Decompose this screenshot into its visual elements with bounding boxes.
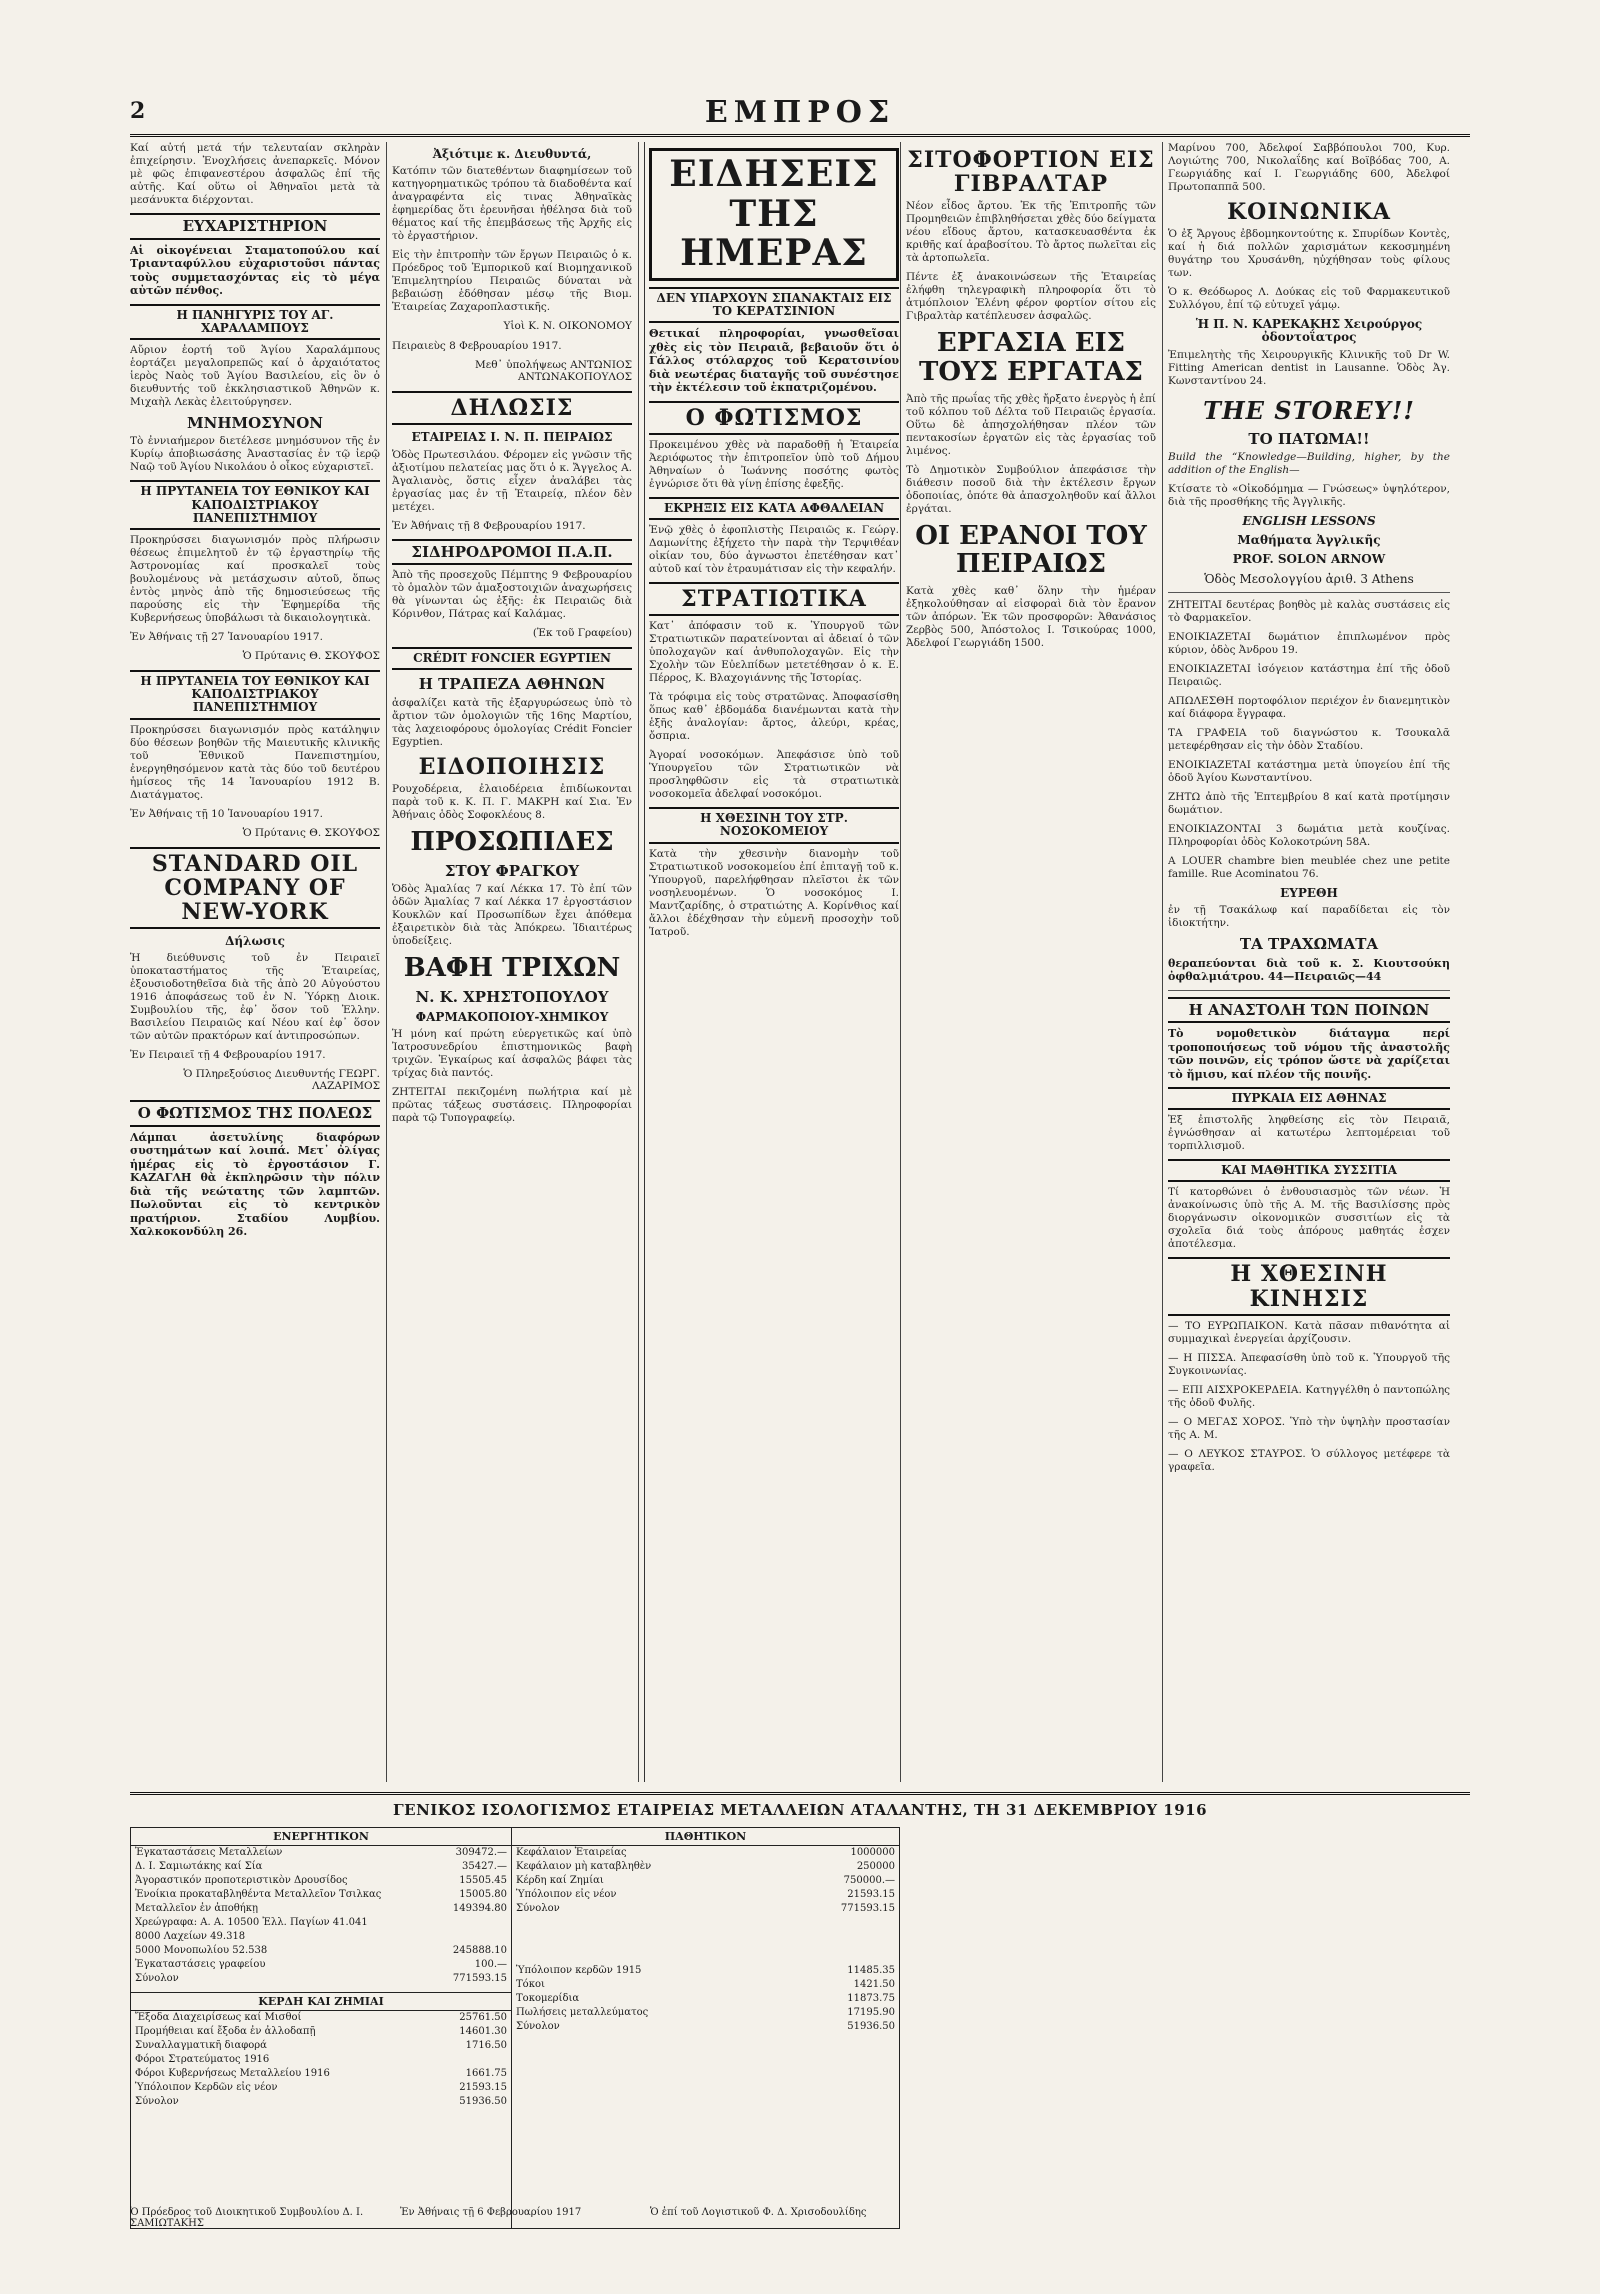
workers-text-2: Τὸ Δημοτικὸν Συμβούλιον ἀπεφάσισε τὴν διάθεσιν ποσοῦ διὰ τὴν ἐκτέλεσιν ἔργων ὁδοποιίας, ὁπότε θὰ ἀπασχοληθοῦν καί ἄλλοι ἐργάται.: [906, 463, 1156, 515]
credit-row: [512, 1978, 899, 1992]
accountant-signature: Ὁ ἐπί τοῦ Λογιστικοῦ Φ. Δ. Χρισοδουλίδης: [650, 2207, 867, 2218]
liabilities-column: [512, 1828, 899, 2228]
newspaper-title: ΕΜΠΡΟΣ: [704, 95, 896, 130]
attack-text: Ἐνῷ χθὲς ὁ ἐφοπλιστὴς Πειραιῶς κ. Γεώργ. Δαμωνίτης ἐξήχετο τὴν παρὰ τὴν Τερψιθέαν οἰκίαν του, δύο ἀγνωστοι ἐπετέθησαν κατ᾽ αὐτοῦ καί τὸν ἐτραυμάτισαν εἰς τὴν κεφαλήν.: [649, 524, 899, 576]
debit-row-amount: 21593.15: [459, 2082, 507, 2093]
balance-sheet: [130, 1792, 1470, 2239]
debit-row: [131, 2053, 511, 2067]
credit-row-amount: 11873.75: [847, 1993, 895, 2004]
asset-row-label: Ἐγκαταστάσεις γραφείου: [135, 1959, 266, 1970]
classified-item: ΖΗΤΕΙΤΑΙ δευτέρας βοηθὸς μὲ καλὰς συστάσεις εἰς τὸ Φαρμακεῖον.: [1168, 598, 1450, 624]
credit-row: [512, 2006, 899, 2020]
liability-row: [512, 1888, 899, 1902]
liability-row-label: Ὑπόλοιπον εἰς νέον: [516, 1889, 617, 1900]
hospital-heading: Η ΧΘΕΣΙΝΗ ΤΟΥ ΣΤΡ. ΝΟΣΟΚΟΜΕΙΟΥ: [649, 807, 899, 843]
social-text-2: Ὁ κ. Θεόδωρος Λ. Δούκας εἰς τοῦ Φαρμακευτικοῦ Συλλόγου, ἐπί τῷ εὐτυχεῖ γάμῳ.: [1168, 286, 1450, 312]
oil-company-heading: STANDARD OIL COMPANY OF NEW-YORK: [130, 847, 380, 930]
university-notice-1-text: Προκηρύσσει διαγωνισμόν πρὸς πλήρωσιν θέσεως ἐπιμελητοῦ ἐν τῷ ἐργαστηρίῳ τῆς Ἀστρονομίας καί προσκαλεῖ τοὺς βουλομένους νὰ μετάσχωσιν αὐτοῦ, ὅπως ἐντὸς μηνὸς ἀπὸ τῆς δημοσιεύσεως τῆς παρούσης εἰς τὴν Ἐφημερίδα τῆς Κυβερνήσεως ὑποβάλωσι τὰ δικαιολογητικὰ.: [130, 533, 380, 624]
credit-row-label: Πωλήσεις μεταλλεύματος: [516, 2007, 649, 2018]
classified-item: ΕΝΟΙΚΙΑΖΟΝΤΑΙ 3 δωμάτια μετὰ κουζίνας. Πληροφορίαι ὁδὸς Κολοκοτρώνη 58Α.: [1168, 822, 1450, 848]
asset-row-amount: 15505.45: [459, 1875, 507, 1886]
column-2: [392, 142, 632, 1782]
credit-foncier-heading: CRÉDIT FONCIER EGYPTIEN: [392, 647, 632, 670]
asset-row-amount: 35427.—: [462, 1861, 507, 1872]
railways-signature: (Ἐκ τοῦ Γραφείου): [532, 627, 632, 640]
debit-row-label: Φόροι Κυβερνήσεως Μεταλλείου 1916: [135, 2068, 330, 2079]
memorial-text: Τὸ ἐννιαήμερον διετέλεσε μνημόσυνον τῆς ἐν Κυρίῳ ἀποβιωσάσης Ἀναστασίας ἐν τῷ ἱερῷ Ναῷ τοῦ Ἁγίου Νικολάου ὁ οἶκος εὐχαριστεῖ.: [130, 435, 380, 474]
yesterday-item: — ΤΟ ΕΥΡΩΠΑΙΚΟΝ. Κατὰ πᾶσαν πιθανότητα αἱ συμμαχικαὶ ἐνεργείαι ἀρχίζουσιν.: [1168, 1319, 1450, 1345]
lighting-heading: Ο ΦΩΤΙΣΜΟΣ: [649, 401, 899, 435]
debit-row-label: Προμήθειαι καί ἔξοδα ἐν ἀλλοδαπῇ: [135, 2026, 316, 2037]
fire-text: Ἐξ ἐπιστολῆς ληφθείσης εἰς τὸν Πειραιᾶ, ἐγνώσθησαν αἱ κατωτέρω λεπτομέρειαι τοῦ τορπιλλισμοῦ.: [1168, 1114, 1450, 1153]
column-4: [906, 142, 1156, 1782]
masks-heading: ΠΡΟΣΩΠΙΔΕΣ: [410, 826, 614, 857]
asset-row-amount: 149394.80: [452, 1903, 507, 1914]
credit-row-amount: 51936.50: [847, 2021, 895, 2032]
classified-item: ΕΝΟΙΚΙΑΖΕΤΑΙ ἰσόγειον κατάστημα ἐπί τῆς ὁδοῦ Πειραιῶς.: [1168, 662, 1450, 688]
railways-text: Ἀπὸ τῆς προσεχοῦς Πέμπτης 9 Φεβρουαρίου τὸ ὁμαλὸν τῶν ἁμαξοστοιχιῶν ἀναχωρήσεις θὰ γίνωνται ὡς ἑξῆς: ἐκ Πειραιῶς διὰ Κόρινθον, Πάτρας καί Καλάμας.: [392, 569, 632, 621]
asset-row: [131, 1888, 511, 1902]
workers-heading: ΕΡΓΑΣΙΑ ΕΙΣ ΤΟΥΣ ΕΡΓΑΤΑΣ: [919, 328, 1143, 387]
eye-doctor-heading: ΤΑ ΤΡΑΧΩΜΑΤΑ: [1239, 935, 1379, 953]
storey-heading: THE STOREY!!: [1203, 395, 1415, 425]
collections-heading: ΟΙ ΕΡΑΝΟΙ ΤΟΥ ΠΕΙΡΑΙΩΣ: [915, 520, 1147, 580]
found-heading: ΕΥΡΕΘΗ: [1280, 885, 1338, 900]
newspaper-page: [130, 96, 1470, 2236]
debit-row-label: Φόροι Στρατεύματος 1916: [135, 2054, 270, 2065]
credit-row-amount: 17195.90: [847, 2007, 895, 2018]
asset-row: [131, 1972, 511, 1986]
asset-row-label: 8000 Λαχείων 49.318: [135, 1931, 246, 1942]
debit-row: [131, 2067, 511, 2081]
student-meals-heading: ΚΑΙ ΜΑΘΗΤΙΚΑ ΣΥΣΣΙΤΙΑ: [1168, 1159, 1450, 1182]
asset-row-label: Ἐγκαταστάσεις Μεταλλείων: [135, 1847, 283, 1858]
letter-text-2: Εἰς τὴν ἐπιτροπὴν τῶν ἔργων Πειραιῶς ὁ κ. Πρόεδρος τοῦ Ἐμπορικοῦ καί Βιομηχανικοῦ Ἐπιμελητηρίου Πειραιῶς δύναται νὰ βεβαιώσῃ ἐδόθησαν μέσῳ τῆς Βιομ. Ἑταιρείας Ζαχαροπλαστικῆς.: [392, 249, 632, 314]
railways-heading: ΣΙΔΗΡΟΔΡΟΜΟΙ Π.Α.Π.: [392, 539, 632, 566]
classified-item: ΕΝΟΙΚΙΑΖΕΤΑΙ κατάστημα μετὰ ὑπογείου ἐπί τῆς ὁδοῦ Ἀγίου Κωνσταντίνου.: [1168, 758, 1450, 784]
sentences-text: Τὸ νομοθετικὸν διάταγμα περί τροποποιήσεως τοῦ νόμου τῆς ἀναστολῆς τῶν ποινῶν, εἰς τρόπον ὥστε νὰ χαρίζεται τὸ ἥμισυ, καί πλέον τῆς ποινῆς.: [1168, 1027, 1450, 1081]
page-number: 2: [130, 98, 146, 124]
masthead: [130, 96, 1470, 137]
news-1-heading: ΔΕΝ ΥΠΑΡΧΟΥΝ ΣΠΑΝΑΚΤΑΙΣ ΕΙΣ ΤΟ ΚΕΡΑΤΣΙΝΙΟΝ: [649, 287, 899, 323]
asset-row-amount: 245888.10: [452, 1945, 507, 1956]
asset-row: [131, 1902, 511, 1916]
grain-text: Νέον εἶδος ἄρτου. Ἐκ τῆς Ἐπιτροπῆς τῶν Προμηθειῶν ἐπιβληθήσεται χθὲς δύο δείγματα νέου εἴδους ἄρτου, κατασκευασθέντα ἐκ κριθῆς καί ἀραβοσίτου. Τὸ ἄρτος πωλεῖται εἰς τὰ ἀρτοπωλεῖα.: [906, 200, 1156, 265]
university-notice-2-date: Ἐν Ἀθήναις τῇ 10 Ἰανουαρίου 1917.: [130, 807, 323, 820]
daily-news-heading: ΕΙΔΗΣΕΙΣ ΤΗΣ ΗΜΕΡΑΣ: [649, 148, 899, 281]
president-signature: Ὁ Πρόεδρος τοῦ Διοικητικοῦ Συμβουλίου Δ. Ι. ΣΑΜΙΩΤΑΚΗΣ: [130, 2207, 364, 2229]
letter-signature-b: Μεθ᾽ ὑπολήψεως ΑΝΤΩΝΙΟΣ ΑΝΤΩΝΑΚΟΠΟΥΛΟΣ: [475, 359, 632, 384]
military-text-3: Ἀγοραί νοσοκόμων. Ἀπεφάσισε ὑπὸ τοῦ Ὑπουργεῖου τῶν Στρατιωτικῶν νὰ προσληφθῶσιν εἰς τὰ στρατιωτικὰ νοσοκομεῖα ἀδελφαί νοσοκόμοι.: [649, 749, 899, 801]
military-text: Κατ᾽ ἀπόφασιν τοῦ κ. Ὑπουργοῦ τῶν Στρατιωτικῶν παρατείνονται αἱ ἀδειαί ὁ τῶν ὑπολοχαγῶν καί ἀνθυπολοχαγῶν. Εἰς τὴν Σχολὴν τῶν Εὐελπίδων μετετέθησαν ὁ κ. Ε. Πέρρος, Κ. Βλαχογιάννης τῆς Ἱστορίας.: [649, 620, 899, 685]
hair-dye-text: Ἡ μόνη καί πρώτη εὐεργετικῶς καί ὑπὸ Ἰατροσυνεδρίου ἐπιστημονικῶς βαφὴ τριχῶν. Ἐγκαίρως καί ἀσφαλῶς βάφει τὰς τρίχας διὰ παντός.: [392, 1028, 632, 1080]
asset-row-label: Μεταλλεῖον ἐν ἀποθήκῃ: [135, 1903, 258, 1914]
fire-heading: ΠΥΡΚΑΙΑ ΕΙΣ ΑΘΗΝΑΣ: [1168, 1087, 1450, 1110]
liability-row-amount: 21593.15: [847, 1889, 895, 1900]
asset-row-amount: [417, 1916, 507, 1930]
university-notice-2-heading: Η ΠΡΥΤΑΝΕΙΑ ΤΟΥ ΕΘΝΙΚΟΥ ΚΑΙ ΚΑΠΟΔΙΣΤΡΙΑΚΟΥ ΠΑΝΕΠΙΣΤΗΜΙΟΥ: [130, 670, 380, 720]
declaration-text: Ὁδὸς Πρωτεσιλάου. Φέρομεν εἰς γνῶσιν τῆς ἀξιοτίμου πελατείας μας ὅτι ὁ κ. Ἄγγελος Α. Ἀγαλιανὸς, ὅστις εἶχεν ἀναλάβει τὰς ἐργασίας μας ἐν τῇ Ἑταιρείᾳ, πλέον δὲν μετέχει.: [392, 448, 632, 513]
social-heading: ΚΟΙΝΩΝΙΚΑ: [1227, 199, 1391, 225]
yesterday-item: — ΕΠΙ ΑΙΣΧΡΟΚΕΡΔΕΙΑ. Κατηγγέλθη ὁ παντοπώλης τῆς ὁδοῦ Φυλῆς.: [1168, 1383, 1450, 1409]
lighting-text: Προκειμένου χθὲς νὰ παραδοθῇ ἡ Ἑταιρεία Ἀεριόφωτος τὴν ἐπιτροπεῖον ὑπὸ τοῦ Δήμου Ἀθηναίων ὁ Ἰωάννης ποσότης φωτὸς ἐγνώρισε ὅτι θὰ γίνῃ ἐπίσης ἐφεξῆς.: [649, 438, 899, 490]
lessons-teacher: PROF. SOLON ARNOW: [1232, 552, 1386, 567]
classified-item: ΑΠΩΛΕΣΘΗ πορτοφόλιον περιέχον ἐν διανεμητικὸν καί διάφορα ἔγγραφα.: [1168, 694, 1450, 720]
letter-text: Κατόπιν τῶν διατεθέντων διαφημίσεων τοῦ κατηγορηματικῶς τρόπου τὰ διαδοθέντα καί ἀναγραφέντα εἰς τινας Ἀθηναϊκὰς ἐφημερίδας ὅτι ἐρευνῆσαι ἠθέλησα διὰ τοῦ θέματος καί τῆς ἐπεμβάσεως τῆς Ἀρχῆς εἰς τὸ ἐργαστήριον.: [392, 165, 632, 243]
debit-heading: ΚΕΡΔΗ ΚΑΙ ΖΗΜΙΑΙ: [131, 1992, 511, 2011]
credit-row-label: Ὑπόλοιπον κερδῶν 1915: [516, 1965, 642, 1976]
military-heading: ΣΤΡΑΤΙΩΤΙΚΑ: [649, 582, 899, 616]
military-text-2: Τὰ τρόφιμα εἰς τοὺς στρατῶνας. Ἀποφασίσθη ὅπως καθ᾽ ἑβδομάδα διανέμωνται κατὰ τὴν ἑξῆς ἀναλογίαν: ἄρτος, ἀλεύρι, κρέας, ὄσπρια.: [649, 691, 899, 743]
bank-of-athens-heading: Η ΤΡΑΠΕΖΑ ΑΘΗΝΩΝ: [418, 675, 606, 694]
asset-row-amount: 15005.80: [459, 1889, 507, 1900]
university-notice-1-date: Ἐν Ἀθήναις τῇ 27 Ἰανουαρίου 1917.: [130, 630, 323, 643]
assets-heading: ΕΝΕΡΓΗΤΙΚΟΝ: [131, 1828, 511, 1846]
debit-row: [131, 2039, 511, 2053]
hospital-text: Κατὰ τὴν χθεσινὴν διανομὴν τοῦ Στρατιωτικοῦ νοσοκομείου ἐπί ἐπιταγῇ τοῦ κ. Ὑπουργοῦ, παρελήφθησαν πλεῖστοι ἐκ τῶν νοσηλευομένων. Ὁ νοσοκόμος Ι. Μαντζαρίδης, ὁ στρατιώτης Α. Κορίνθιος καί ἄλλοι ἐδέχθησαν τὴν εὐμενῆ προσοχὴν τοῦ Ἰατροῦ.: [649, 847, 899, 938]
credit-row-amount: 1421.50: [853, 1979, 895, 1990]
column-rule: [386, 142, 387, 1782]
asset-row: [131, 1944, 511, 1958]
university-notice-1-signature: Ὁ Πρύτανις Θ. ΣΚΟΥΦΟΣ: [242, 649, 380, 662]
letter-heading: Ἀξιότιμε κ. Διευθυντά,: [432, 147, 592, 161]
column-rule: [638, 142, 639, 1782]
column-rule: [1162, 142, 1163, 1782]
attack-heading: ΕΚΡΗΞΙΣ ΕΙΣ ΚΑΤΑ ΑΦΘΑΛΕΙΑΝ: [649, 497, 899, 520]
feast-text: Αὔριον ἑορτή τοῦ Ἁγίου Χαραλάμπους ἑορτάζει μεγαλοπρεπῶς καί ὁ ἀρχαιότατος ἱερὸς Ναὸς τοῦ Ἁγίου Βασιλείου, εἰς ὃν ὁ διευθυντής τοῦ ἐκκλησιαστικοῦ Ἀθηνῶν κ. Μιχαὴλ Λεκὰς ἐλειτούργησεν.: [130, 343, 380, 408]
liability-row-label: Κέρδη καί Ζημίαι: [516, 1875, 604, 1886]
debit-row: [131, 2081, 511, 2095]
asset-row-label: Δ. Ι. Σαμιωτάκης καί Σία: [135, 1861, 263, 1872]
balance-sheet-table: [130, 1827, 900, 2229]
university-notice-1-heading: Η ΠΡΥΤΑΝΕΙΑ ΤΟΥ ΕΘΝΙΚΟΥ ΚΑΙ ΚΑΠΟΔΙΣΤΡΙΑΚΟΥ ΠΑΝΕΠΙΣΤΗΜΙΟΥ: [130, 480, 380, 530]
dentist-text: Ἐπιμελητὴς τῆς Χειρουργικῆς Κλινικῆς τοῦ Dr W. Fitting American dentist in Lausanne. Ὁδὸς Ἀγ. Κωνσταντίνου 24.: [1168, 348, 1450, 387]
asset-row: [131, 1860, 511, 1874]
declaration-heading: ΔΗΛΩΣΙΣ: [392, 391, 632, 425]
feast-heading: Η ΠΑΝΗΓΥΡΙΣ ΤΟΥ ΑΓ. ΧΑΡΑΛΑΜΠΟΥΣ: [130, 304, 380, 340]
credit-row-amount: 11485.35: [847, 1965, 895, 1976]
asset-row-label: 5000 Μονοπωλίου 52.538: [135, 1945, 268, 1956]
oil-company-subheading: Δήλωσις: [225, 934, 285, 949]
debit-row-label: Ἔξοδα Διαχειρίσεως καί Μισθοί: [135, 2012, 302, 2023]
asset-row-amount: [417, 1930, 507, 1944]
liability-row: [512, 1860, 899, 1874]
lessons-heading: ENGLISH LESSONS: [1242, 514, 1376, 529]
lessons-subheading: Μαθήματα Ἀγγλικῆς: [1237, 533, 1381, 548]
yesterday-item: — Ο ΜΕΓΑΣ ΧΟΡΟΣ. Ὑπὸ τὴν ὑψηλὴν προστασίαν τῆς Α. Μ.: [1168, 1415, 1450, 1441]
asset-row-label: Ἐνοίκια προκαταβληθέντα Μεταλλεῖον Τσιλκας: [135, 1889, 382, 1900]
memorial-heading: ΜΝΗΜΟΣΥΝΟΝ: [187, 413, 323, 432]
credit-row-label: Τόκοι: [516, 1979, 545, 1990]
masks-text: Ὁδὸς Ἀμαλίας 7 καί Λέκκα 17. Τὸ ἐπί τῶν ὁδῶν Ἀμαλίας 7 καί Λέκκα 17 ἐργοστάσιον Κουκλῶν καί Προσωπίδων ἔχει ἀπόθεμα ἐξαιρετικὸν διὰ τὰς Ἀπόκρεω. Ἰδιαιτέρως ὑποδείξεις.: [392, 883, 632, 948]
liability-row-label: Κεφάλαιον μὴ καταβληθὲν: [516, 1861, 652, 1872]
credit-row: [512, 1964, 899, 1978]
asset-row-label: Χρεώγραφα: Α. Α. 10500 Ἐλλ. Παγίων 41.041: [135, 1917, 368, 1928]
debit-row-label: Συναλλαγματικῆ διαφορά: [135, 2040, 267, 2051]
asset-row-amount: 771593.15: [452, 1973, 507, 1984]
asset-row-amount: 100.—: [474, 1959, 507, 1970]
liability-row: [512, 1874, 899, 1888]
news-1-text: Θετικαί πληροφορίαι, γνωσθεῖσαι χθὲς εἰς τὸν Πειραιᾶ, βεβαιοῦν ὅτι ὁ Γάλλος στόλαρχος τοῦ Κερατσινίου διὰ νεωτέρας διαταγῆς τοῦ συνέστησε τὴν ἐκτέλεσιν τοῦ ἐκπατριζομένου.: [649, 327, 899, 395]
found-text: ἐν τῇ Τσακάλωφ καί παραδίδεται εἰς τὸν ἰδιοκτήτην.: [1168, 904, 1450, 929]
asset-row: [131, 1846, 511, 1860]
debit-row: [131, 2095, 511, 2109]
column-rule: [900, 142, 901, 1782]
grain-heading: ΣΙΤΟΦΟΡΤΙΟΝ ΕΙΣ ΓΙΒΡΑΛΤΑΡ: [907, 147, 1155, 198]
asset-row-label: Σύνολον: [135, 1973, 179, 1984]
declaration-date: Ἐν Ἀθήναις τῇ 8 Φεβρουαρίου 1917.: [392, 519, 586, 532]
liability-row-amount: 750000.—: [843, 1875, 895, 1886]
liabilities-heading: ΠΑΘΗΤΙΚΟΝ: [512, 1828, 899, 1846]
credit-row-label: Τοκομερίδια: [516, 1993, 580, 2004]
credit-foncier-text: ἀσφαλίζει κατὰ τῆς ἐξαργυρώσεως ὑπὸ τὸ ἄρτιον τῶν ὁμολογιῶν τῆς 16ης Μαρτίου, τὰς λαχειοφόρους ὁμολογίας Crédit Foncier Egyptien.: [392, 696, 632, 748]
oil-company-text: Ἡ διεύθυνσις τοῦ ἐν Πειραιεῖ ὑποκαταστήματος τῆς Ἑταιρείας, ἐξουσιοδοτηθεῖσα διὰ τῆς ἀπὸ 20 Αὐγούστου 1916 ἀποφάσεως τοῦ ἐν Ν. Ὑόρκῃ Διοικ. Συμβουλίου τῆς, ἐφ᾽ ὅσον τοῦ Ἑλλην. Βασιλείου Πειραιῶς καί Νέου καί ἐφ᾽ ὅσον τῶν αὐτῶν πρακτόρων καί ἀντιπροσώπων.: [130, 952, 380, 1043]
sentences-heading: Η ΑΝΑΣΤΟΛΗ ΤΩΝ ΠΟΙΝΩΝ: [1168, 997, 1450, 1024]
storey-english-text: Build the “Knowledge—Building, higher, by the addition of the English—: [1168, 451, 1450, 477]
columns: [130, 142, 1470, 1782]
liability-row-amount: 1000000: [850, 1847, 895, 1858]
yesterday-movement-heading: Η ΧΘΕΣΙΝΗ ΚΙΝΗΣΙΣ: [1168, 1257, 1450, 1315]
debit-row-amount: 25761.50: [459, 2012, 507, 2023]
classified-item: ΤΑ ΓΡΑΦΕΙΑ τοῦ διαγνώστου κ. Τσουκαλᾶ μετεφέρθησαν εἰς τὴν ὁδὸν Σταδίου.: [1168, 726, 1450, 752]
intro-text: Καί αὐτή μετά τήν τελευταίαν σκληρὰν ἐπιχείρησιν. Ἐνοχλήσεις ἀνεπαρκεῖς. Μόνον μὲ φῶς ἐπιφανεστέρου ἀσφαλῶς ἐπί τῆς αὐτῆς. Καί οὕτω οἱ Ἀθηναῖοι μετὰ τὰ μεσάνυκτα διέρχονται.: [130, 142, 380, 206]
hair-dye-heading: ΒΑΦΗ ΤΡΙΧΩΝ: [403, 953, 621, 984]
letter-signature-a: Υἱοὶ Κ. Ν. ΟΙΚΟΝΟΜΟΥ: [503, 320, 632, 333]
oil-company-signature: Ὁ Πληρεξούσιος Διευθυντής ΓΕΩΡΓ. ΛΑΖΑΡΙΜΟΣ: [183, 1068, 380, 1093]
yesterday-item: — Η ΠΙΣΣΑ. Ἀπεφασίσθη ὑπὸ τοῦ κ. Ὑπουργοῦ τῆς Συγκοινωνίας.: [1168, 1351, 1450, 1377]
debit-row-label: Σύνολον: [135, 2096, 179, 2107]
column-5: [1168, 142, 1450, 1782]
balance-sheet-title: ΓΕΝΙΚΟΣ ΙΣΟΛΟΓΙΣΜΟΣ ΕΤΑΙΡΕΙΑΣ ΜΕΤΑΛΛΕΙΩΝ ΑΤΑΛΑΝΤΗΣ, ΤΗ 31 ΔΕΚΕΜΒΡΙΟΥ 1916: [392, 1801, 1208, 1819]
thanks-text: Αἱ οἰκογένειαι Σταματοπούλου καί Τριανταφύλλου εὐχαριστοῦσι πάντας τοὺς συμμετασχόντας εἰς τὸ μέγα αὐτῶν πένθος.: [130, 243, 380, 297]
letter-date: Πειραιεὺς 8 Φεβρουαρίου 1917.: [392, 340, 562, 353]
thanks-heading: ΕΥΧΑΡΙΣΤΗΡΙΟΝ: [130, 213, 380, 240]
student-meals-text: Τί κατορθώνει ὁ ἐνθουσιασμὸς τῶν νέων. Ἡ ἀνακοίνωσις ὑπὸ τῆς Α. Μ. τῆς Βασιλίσσης πρὸς διοργάνωσιν οἰκονομικῶν συσσιτίων εἰς τὰ σχολεῖα διά τοὺς ἀπόρους μαθητάς ἐσχεν ἀποτέλεσμα.: [1168, 1186, 1450, 1251]
asset-row: [131, 1874, 511, 1888]
lessons-address: Ὁδὸς Μεσολογγίου ἀριθ. 3 Athens: [1204, 571, 1414, 586]
hair-dye-subheading: Ν. Κ. ΧΡΗΣΤΟΠΟΥΛΟΥ: [415, 987, 609, 1006]
asset-row-amount: 309472.—: [455, 1847, 507, 1858]
university-notice-2-signature: Ὁ Πρύτανις Θ. ΣΚΟΥΦΟΣ: [242, 826, 380, 839]
asset-row: [131, 1958, 511, 1972]
yesterday-item: — Ο ΛΕΥΚΟΣ ΣΤΑΥΡΟΣ. Ὁ σύλλογος μετέφερε τὰ γραφεῖα.: [1168, 1447, 1450, 1473]
asset-row: [131, 1930, 511, 1944]
eye-doctor-text: θεραπεύονται διὰ τοῦ κ. Σ. Κιουτσούκη ὀφθαλμιάτρου. 44—Πειραιῶς—44: [1168, 956, 1450, 983]
collections-continued: Μαρίνου 700, Ἀδελφοί Σαββόπουλοι 700, Κυρ. Λογιώτης 700, Νικολαΐδης καί Βοϊβόδας 700, Α. Γεωργιάδης καί Ι. Γεωργιάδης 600, Ἀδελφοί Πρωτοπαππᾶ 500.: [1168, 142, 1450, 193]
credit-row: [512, 2020, 899, 2034]
storey-subheading: ΤΟ ΠΑΤΩΜΑ!!: [1248, 429, 1370, 448]
liability-row-label: Σύνολον: [516, 1903, 560, 1914]
city-lighting-heading: Ο ΦΩΤΙΣΜΟΣ ΤΗΣ ΠΟΛΕΩΣ: [130, 1100, 380, 1127]
liability-row-amount: 250000: [856, 1861, 895, 1872]
wanted-text: ΖΗΤΕΙΤΑΙ πεκιζομένη πωλήτρια καί μὲ πρῶτας τάξεως συστάσεις. Πληροφορίαι παρὰ τῷ Τυπογραφείῳ.: [392, 1086, 632, 1125]
column-3: [644, 142, 899, 1782]
debit-row-amount: 1716.50: [465, 2040, 507, 2051]
city-lighting-text: Λάμπαι ἀσετυλίνης διαφόρων συστημάτων καί λοιπά. Μετ᾽ ὀλίγας ἡμέρας εἰς τὸ ἐργοστάσιον Γ. ΚΑΖΑΓΛΗ θὰ ἐκπληρῶσιν τὴν πόλιν διὰ τῆς νεώτατης τῶν λαμπτῶν. Πωλοῦνται εἰς τὸ κεντρικὸν πρατήριον. Σταδίου Λυμβίου. Χαλκοκονδύλη 26.: [130, 1130, 380, 1239]
liability-row-label: Κεφάλαιον Ἑταιρείας: [516, 1847, 627, 1858]
dentist-heading: Ἡ Π. Ν. ΚΑΡΕΚΑΚΗΣ Χειρούργος ὀδοντοΐατρος: [1195, 317, 1423, 345]
asset-row-label: Ἀγοραστικόν προποτεριστικὸν Δρουσίδος: [135, 1875, 348, 1886]
assets-column: [131, 1828, 512, 2228]
debit-row-amount: 14601.30: [459, 2026, 507, 2037]
notice-text: Ρουχοδέρεια, ἐλαιοδέρεια ἐπιδίωκονται παρὰ τοῦ κ. Κ. Π. Γ. ΜΑΚΡΗ καί Σια. Ἐν Ἀθήναις ὁδὸς Σοφοκλέους 8.: [392, 782, 632, 821]
storey-greek-text: Κτίσατε τὸ «Οἰκοδόμημα — Γνώσεως» ὑψηλότερον, διὰ τῆς προσθήκης τῆς Ἀγγλικῆς.: [1168, 483, 1450, 509]
debit-row: [131, 2025, 511, 2039]
column-1: [130, 142, 380, 1782]
collections-text: Κατὰ χθὲς καθ᾽ ὅλην τὴν ἡμέραν ἐξηκολούθησαν αἱ εἰσφοραὶ διὰ τὸν ἔρανον τῶν ἀπόρων. Ἐκ τῶν προσφορῶν: Ἀθανάσιος Ζερβὸς 500, Ἀπόστολος Ι. Τσικούρας 1000, Ἀδελφοί Γεωργιάδη 1500.: [906, 584, 1156, 649]
debit-row: [131, 2011, 511, 2025]
credit-row-label: Σύνολον: [516, 2021, 560, 2032]
social-text: Ὁ ἐξ Ἄργους ἐβδομηκοντούτης κ. Σπυρίδων Κοντὲς, καί ἡ διά πολλῶν χαρισμάτων κεκοσμημένη θυγάτηρ του Χρυσάνθη, ηὐχήθησαν τοὺς φίλους των.: [1168, 228, 1450, 280]
liability-row-amount: 771593.15: [840, 1903, 895, 1914]
grain-text-2: Πέντε ἐξ ἀνακοινώσεων τῆς Ἑταιρείας ἐλήφθη τηλεγραφικὴ πληροφορία ὅτι τὸ ἀτμόπλοιον Ἑλένη φέρον φορτίον σίτου εἰς Γιβραλτὰρ κατέπλευσεν ἀσφαλῶς.: [906, 271, 1156, 323]
classified-item: ΖΗΤΩ ἀπὸ τῆς Ἐπτεμβρίου 8 καί κατὰ προτίμησιν δωμάτιον.: [1168, 790, 1450, 816]
debit-row-amount: 1661.75: [465, 2068, 507, 2079]
workers-text: Ἀπὸ τῆς πρωΐας τῆς χθὲς ἤρξατο ἐνεργὸς ἡ ἐπί τοῦ κόλπου τοῦ Δέλτα τοῦ Πειραιῶς ἐργασία. Οὕτω δὲ ἀπησχολήθησαν πλέον τῶν πεντακοσίων ἐργατῶν εἰς τὰς ἐργασίας τοῦ λιμένος.: [906, 392, 1156, 457]
masks-subheading: ΣΤΟΥ ΦΡΑΓΚΟΥ: [444, 861, 580, 880]
asset-row: [131, 1916, 511, 1930]
university-notice-2-text: Προκηρύσσει διαγωνισμόν πρὸς κατάληψιν δύο θέσεων βοηθῶν τῆς Μαιευτικῆς κλινικῆς τοῦ Ἐθνικοῦ Πανεπιστημίου, ἐνεργηθησόμενον κατὰ τὰς δύο τοῦ δευτέρου ἡμίσεος τῆς 14 Ἰανουαρίου 1912 Β. Διατάγματος.: [130, 723, 380, 801]
hair-dye-subheading-2: ΦΑΡΜΑΚΟΠΟΙΟΥ-ΧΗΜΙΚΟΥ: [415, 1010, 609, 1025]
french-classified: A LOUER chambre bien meublée chez une petite famille. Rue Acominatou 76.: [1168, 854, 1450, 880]
debit-row-label: Ὑπόλοιπον Κερδῶν εἰς νέον: [135, 2082, 278, 2093]
classified-item: ΕΝΟΙΚΙΑΖΕΤΑΙ δωμάτιον ἐπιπλωμένον πρὸς κύριον, ὁδὸς Ἀνδρου 19.: [1168, 630, 1450, 656]
divider: [1168, 990, 1450, 991]
liability-row: [512, 1902, 899, 1916]
credit-row: [512, 1992, 899, 2006]
balance-date: Ἐν Ἀθήναις τῇ 6 Φεβρουαρίου 1917: [400, 2207, 582, 2218]
declaration-subheading: ΕΤΑΙΡΕΙΑΣ Ι. Ν. Π. ΠΕΙΡΑΙΩΣ: [411, 430, 613, 445]
oil-company-date: Ἐν Πειραιεῖ τῇ 4 Φεβρουαρίου 1917.: [130, 1049, 326, 1062]
debit-row-amount: 51936.50: [459, 2096, 507, 2107]
liability-row: [512, 1846, 899, 1860]
debit-row-amount: [417, 2053, 507, 2067]
divider: [1168, 592, 1450, 593]
notice-heading: ΕΙΔΟΠΟΙΗΣΙΣ: [418, 753, 606, 780]
